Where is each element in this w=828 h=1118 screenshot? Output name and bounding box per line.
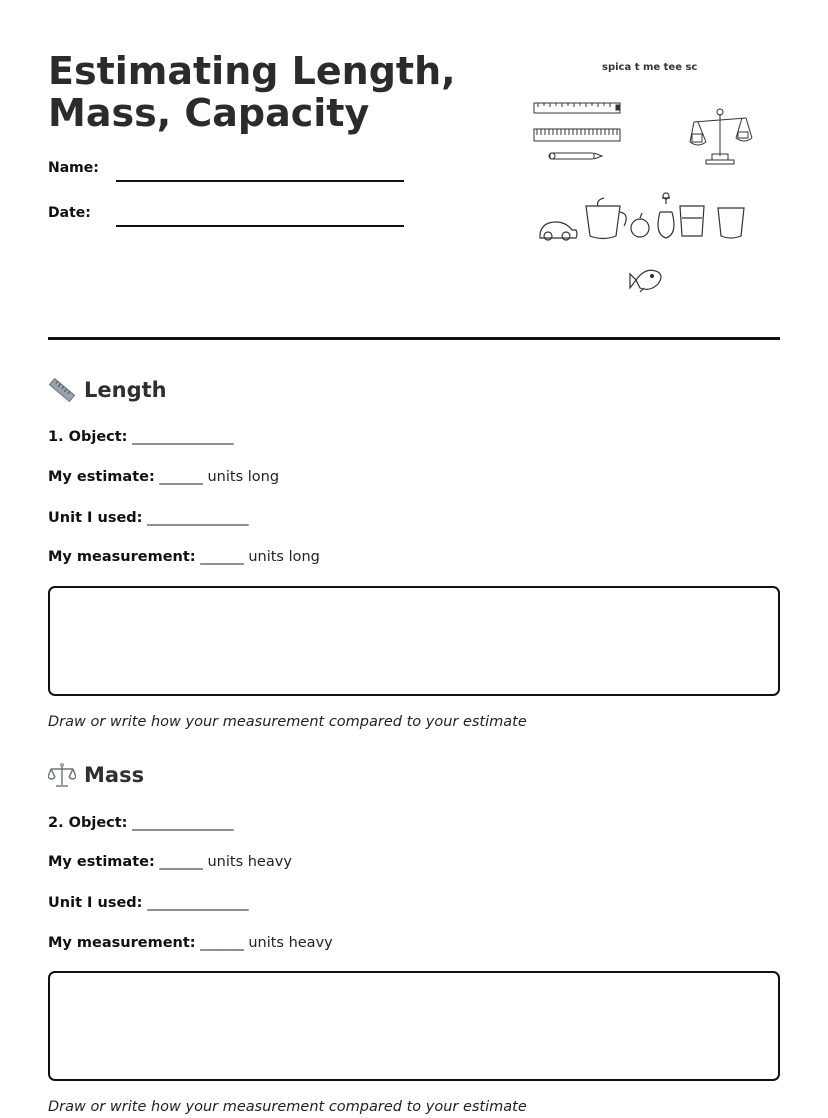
length-heading-text: Length	[84, 378, 167, 402]
name-label: Name:	[48, 160, 99, 176]
mass-drawing-box[interactable]	[48, 971, 780, 1081]
mass-measurement-label: My measurement:	[48, 935, 196, 951]
balance-scale-drawing	[690, 109, 752, 164]
ruler-drawing	[534, 103, 620, 113]
tape-measure-drawing	[534, 129, 620, 141]
length-estimate-unit: units long	[207, 469, 280, 485]
mass-unit-blank[interactable]: ______________	[147, 895, 249, 911]
date-label: Date:	[48, 205, 91, 221]
length-unit-label: Unit I used:	[48, 510, 143, 526]
mass-measurement-blank[interactable]: ______	[200, 935, 244, 951]
mass-measurement-row	[48, 935, 333, 951]
date-field[interactable]	[116, 225, 404, 227]
mass-heading	[48, 761, 144, 789]
length-object-blank[interactable]: ______________	[132, 429, 234, 445]
mass-caption: Draw or write how your measurement compared to your estimate	[48, 1099, 527, 1115]
length-measurement-row	[48, 549, 320, 565]
measuring-tools-illustration	[528, 56, 756, 302]
balance-scale-icon	[48, 761, 76, 789]
mass-unit-row	[48, 895, 249, 911]
title-line-2: Mass, Capacity	[48, 91, 370, 135]
mass-object-label: 2. Object:	[48, 815, 128, 831]
length-estimate-row	[48, 469, 279, 485]
pencil-drawing	[549, 153, 602, 159]
illustration-caption: spica t me tee sc	[602, 62, 698, 73]
mass-object-row	[48, 815, 234, 831]
title-line-1: Estimating Length,	[48, 49, 456, 93]
mass-unit-label: Unit I used:	[48, 895, 143, 911]
mass-estimate-label: My estimate:	[48, 854, 155, 870]
mass-measurement-unit: units heavy	[248, 935, 333, 951]
length-object-label: 1. Object:	[48, 429, 128, 445]
length-measurement-label: My measurement:	[48, 549, 196, 565]
ruler-icon	[48, 376, 76, 404]
length-object-row	[48, 429, 234, 445]
length-heading	[48, 376, 167, 404]
length-caption: Draw or write how your measurement compared to your estimate	[48, 714, 527, 730]
mass-estimate-unit: units heavy	[207, 854, 292, 870]
mass-heading-text: Mass	[84, 763, 145, 787]
length-measurement-blank[interactable]: ______	[200, 549, 244, 565]
fish-drawing	[630, 270, 661, 292]
name-field[interactable]	[116, 180, 404, 182]
mass-estimate-blank[interactable]: ______	[159, 854, 203, 870]
mass-estimate-row	[48, 854, 292, 870]
page-title	[48, 50, 468, 134]
section-divider	[48, 337, 780, 340]
length-measurement-unit: units long	[248, 549, 320, 565]
length-unit-row	[48, 510, 249, 526]
length-drawing-box[interactable]	[48, 586, 780, 696]
length-unit-blank[interactable]: ______________	[147, 510, 249, 526]
containers-drawing	[540, 193, 744, 240]
length-estimate-blank[interactable]: ______	[159, 469, 203, 485]
mass-object-blank[interactable]: ______________	[132, 815, 234, 831]
length-estimate-label: My estimate:	[48, 469, 155, 485]
